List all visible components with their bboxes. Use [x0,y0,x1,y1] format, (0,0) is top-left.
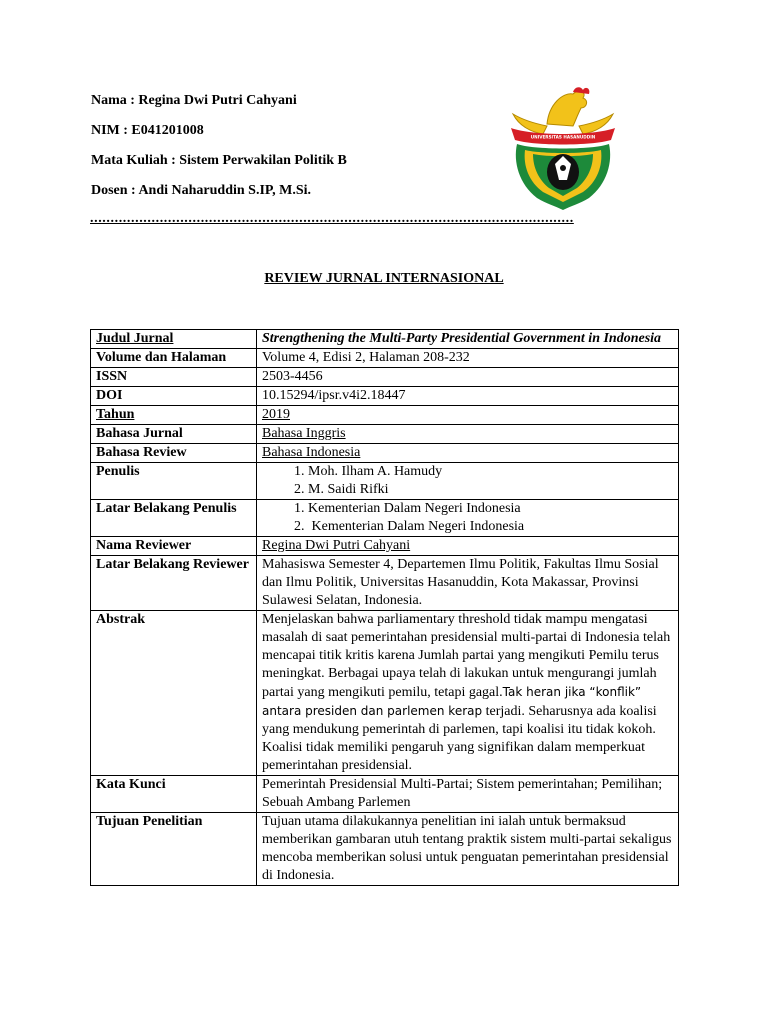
table-row-issn [91,368,679,387]
label-nama-reviewer: Nama Reviewer [91,537,257,556]
table-row-penulis [91,463,679,500]
table-row-latar-penulis [91,500,679,537]
value-kata-kunci: Pemerintah Presidensial Multi-Partai; Sistem pemerintahan; Pemilihan; Sebuah Ambang Parlemen [257,776,679,813]
table-row-judul [91,330,679,349]
value-issn: 2503-4456 [257,368,679,387]
university-logo [503,84,623,212]
value-penulis [257,463,679,500]
latar-penulis-list [262,500,675,536]
value-abstrak [257,611,679,776]
value-latar-reviewer: Mahasiswa Semester 4, Departemen Ilmu Politik, Fakultas Ilmu Sosial dan Ilmu Politik, Universitas Hasanuddin, Kota Makassar, Provinsi Sulawesi Selatan, Indonesia. [257,556,679,611]
label-bahasa-jurnal: Bahasa Jurnal [91,425,257,444]
list-item: 1. Moh. Ilham A. Hamudy [308,463,675,481]
dotted-separator: ...................................................................................................................... [90,211,574,226]
value-bahasa-review: Bahasa Indonesia [257,444,679,463]
label-judul: Judul Jurnal [91,330,257,349]
list-item: 2. M. Saidi Rifki [308,481,675,499]
review-table [90,329,679,886]
label-kata-kunci: Kata Kunci [91,776,257,813]
abstrak-text-3: terjadi. Seharusnya ada koalisi yang mendukung pemerintah di parlemen, tapi koalisi itu tidak kokoh. Koalisi tidak memiliki pengaruh yang signifikan dalam memperkuat pemerintahan presidensial. [262,704,657,773]
label-bahasa-review: Bahasa Review [91,444,257,463]
value-nama-reviewer: Regina Dwi Putri Cahyani [257,537,679,556]
label-issn: ISSN [91,368,257,387]
label-tujuan: Tujuan Penelitian [91,813,257,886]
label-volume: Volume dan Halaman [91,349,257,368]
logo-text: UNIVERSITAS HASANUDDIN [530,134,596,140]
table-row-nama-reviewer [91,537,679,556]
value-latar-penulis [257,500,679,537]
value-volume: Volume 4, Edisi 2, Halaman 208-232 [257,349,679,368]
value-bahasa-jurnal: Bahasa Inggris [257,425,679,444]
label-abstrak: Abstrak [91,611,257,776]
label-doi: DOI [91,387,257,406]
abstrak-text-1: Menjelaskan bahwa parliamentary threshold tidak mampu mengatasi masalah di saat pemerintahan presidensial multi-partai di Indonesia telah mencapai titik kritis karena Jumlah partai yang mengikuti Pemilu terus meningkat. Berbagai upaya telah di lakukan untuk mengurangi jumlah partai yang mengikuti pemilu, tetapi gagal. [262,612,671,700]
student-nim: NIM : E041201008 [91,123,204,138]
table-row-volume [91,349,679,368]
table-row-bahasa-review [91,444,679,463]
table-row-tahun [91,406,679,425]
table-row-latar-reviewer [91,556,679,611]
course-name: Mata Kuliah : Sistem Perwakilan Politik B [91,153,347,168]
table-row-doi [91,387,679,406]
list-item: 1. Kementerian Dalam Negeri Indonesia [308,500,675,518]
value-doi: 10.15294/ipsr.v4i2.18447 [257,387,679,406]
table-row-abstrak [91,611,679,776]
list-item: 2. Kementerian Dalam Negeri Indonesia [308,518,675,536]
student-name: Nama : Regina Dwi Putri Cahyani [91,93,297,108]
label-tahun: Tahun [91,406,257,425]
label-penulis: Penulis [91,463,257,500]
table-row-kata-kunci [91,776,679,813]
table-row-bahasa-jurnal [91,425,679,444]
abstrak-text-2: Tak heran jika “konflik” antara presiden dan parlemen kerap [262,685,642,718]
penulis-list [262,463,675,499]
label-latar-penulis: Latar Belakang Penulis [91,500,257,537]
rooster-emblem [513,87,613,134]
label-latar-reviewer: Latar Belakang Reviewer [91,556,257,611]
document-title: REVIEW JURNAL INTERNASIONAL [264,271,504,286]
value-tahun: 2019 [257,406,679,425]
value-judul: Strengthening the Multi-Party Presidential Government in Indonesia [257,330,679,349]
value-tujuan: Tujuan utama dilakukannya penelitian ini ialah untuk bermaksud memberikan gambaran utuh tentang praktik sistem multi-partai sekaligus mencoba memberikan solusi untuk penguatan pemerintahan presidensial di Indonesia. [257,813,679,886]
lecturer-name: Dosen : Andi Naharuddin S.IP, M.Si. [91,183,312,198]
table-row-tujuan [91,813,679,886]
